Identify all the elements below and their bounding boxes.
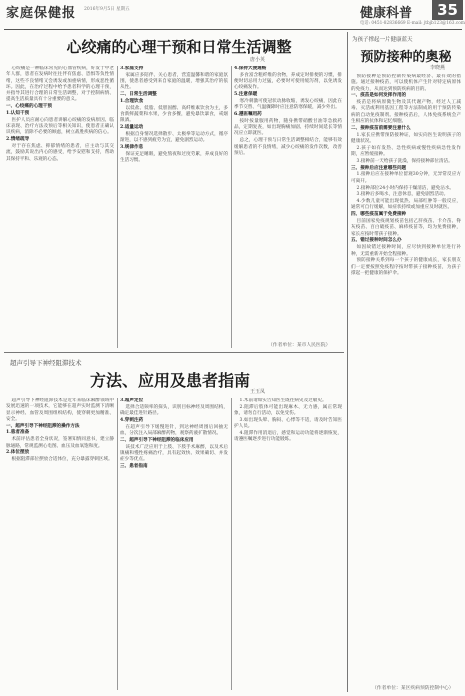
column-divider: [231, 66, 232, 348]
paragraph: 根据阻滞部位摆放合适体位，充分暴露穿刺区域。: [11, 457, 113, 463]
paragraph: 4.阻滞作用消退后，感觉和运动功能将逐渐恢复，请遵医嘱逐步进行功能锻炼。: [234, 430, 342, 443]
subheading: 二、接种疫苗前需要注意什么: [351, 125, 411, 131]
paragraph: 术前评估患者全身状况，签署知情同意书，建立静脉通路，常规监测心电图、血压及血氧饱和度。: [6, 437, 114, 449]
paragraph: 1.接种后应在接种单位留观30分钟，无异常反应方可离开。: [351, 172, 461, 184]
page-number: 35: [432, 0, 463, 20]
paper-name: 家庭保健报: [6, 6, 77, 21]
subheading: 三、接种后应注意哪些问题: [351, 165, 407, 171]
article1-signoff: （作者单位：某市人民医院）: [268, 343, 331, 348]
contact-info: 电话: 0451-82836669 E-mail: jtbjb123@163.com: [360, 21, 465, 26]
paragraph: 3.接种前一天给孩子洗澡，保持接种部位清洁。: [356, 158, 453, 164]
article2-byline: 王玉凤: [250, 389, 266, 395]
subheading: 三、患者指南: [120, 463, 148, 469]
subheading: 1.合理饮食: [120, 98, 144, 104]
article-divider: [4, 352, 344, 353]
paragraph: 对于存在焦虑、抑郁情绪的患者，应主动与其交流，鼓励其说出内心的感受，给予安慰和支持，帮助其保持平和、乐观的心态。: [6, 144, 114, 162]
paragraph: 多食富含粗纤维的食物，养成定时排便的习惯，排便时切忌用力过猛，必要时可使用缓泻剂，以免诱发心绞痛发作。: [234, 72, 342, 91]
paragraph: 1.术前请如实告知医生既往病史及过敏史。: [239, 398, 327, 403]
column-divider: [117, 398, 118, 690]
article2-column-2: [120, 398, 228, 690]
article2-kicker: 超声引导下神经阻滞技术: [10, 359, 82, 367]
article1-title: 心绞痛的心理干预和日常生活调整: [66, 38, 292, 56]
column-divider: [231, 398, 232, 690]
subheading: 1.认知干预: [6, 111, 30, 117]
subheading: 4.保持大便通畅: [234, 66, 267, 71]
subheading: 2.情绪疏导: [6, 137, 30, 143]
paragraph: 1.家长应携带预防接种证，如实向医生说明孩子的健康状况。: [351, 132, 461, 144]
article3-title: 预防接种的奥秘: [360, 50, 452, 65]
paragraph: 按时按量服用药物，随身携带硝酸甘油等急救药品，定期复查，如出现胸痛加剧、持续时间延长等情况应立即就医。: [234, 118, 342, 137]
paragraph: 2.阻滞后肢体可能出现麻木、无力感，属正常现象，请勿自行活动，以免受伤。: [234, 404, 342, 417]
article2-column-1: [6, 398, 114, 690]
article2-title: 方法、应用及患者指南: [89, 371, 250, 390]
article3-column: [351, 74, 461, 680]
paragraph: 在超声引导下缓慢进针，到达神经周围后回抽无血，分次注入局部麻醉药物，观察药液扩散情况。: [120, 424, 228, 436]
paragraph: 该技术广泛应用于上肢、下肢手术麻醉，以及术后镇痛和慢性疼痛治疗，具有起效快、效果确切、并发症少等优点。: [120, 444, 228, 463]
paragraph: 根据自身情况选择散步、太极拳等运动方式，循序渐进，以不感到疲劳为宜，避免剧烈运动。: [120, 131, 228, 144]
subheading: 3.超声定位: [120, 398, 144, 403]
column-divider: [117, 66, 118, 348]
paragraph: 超声引导下神经阻滞技术是近年来临床麻醉领域中发展迅速的一项技术，它能够在超声实时监测下清晰显示神经、血管及周围组织结构，使穿刺更加精准、安全。: [6, 398, 114, 422]
paragraph: 4.少数儿童可能出现低热、局部红肿等一般反应，通常可自行缓解，如症状持续或加重应及时就医。: [351, 199, 461, 211]
paragraph: 心绞痛是一种临床常见的心血管疾病，好发于中老年人群，患者在发病时往往伴有焦虑、恐惧等负性情绪，这些不良情绪又会诱发或加重病情，形成恶性循环。因此，在治疗过程中给予患者科学的心理干预，并指导其进行合理的日常生活调整，对于控制病情、提高生活质量具有十分重要的意义。: [6, 66, 114, 103]
paragraph: 家属应多陪伴、关心患者，营造温馨和谐的家庭氛围，使患者感受到来自家庭的温暖，增强其治疗的依从性。: [120, 72, 228, 91]
subheading: 2.体位摆放: [6, 450, 30, 456]
paragraph: 目前国家免疫规划疫苗包括乙肝疫苗、卡介苗、脊灰疫苗、百白破疫苗、麻疹疫苗等，均为免费接种，家长应按时带孩子接种。: [351, 219, 461, 237]
article3-kicker: 为孩子撑起一片健康蓝天: [352, 37, 413, 43]
subheading: 一、疫苗是如何发挥作用的: [351, 93, 407, 99]
subheading: 1.患者准备: [6, 430, 30, 436]
subheading: 一、心绞痛的心理干预: [6, 104, 52, 110]
paragraph: 2.接种部位24小时内保持干燥清洁，避免沾水。: [356, 185, 455, 191]
masthead-rule: [4, 29, 462, 30]
subheading: 五、错过接种时间怎么办: [351, 238, 402, 244]
paragraph: 预防接种关系到每一个孩子的健康成长，家长朋友们一定要按照免疫程序按时带孩子接种疫苗，为孩子撑起一把健康的保护伞。: [351, 258, 461, 276]
subheading: 5.注意保暖: [234, 92, 258, 98]
paragraph: 如因故错过接种时间，应尽快到接种单位进行补种，无需重新开始全程接种。: [351, 245, 461, 257]
subheading: 一、超声引导下神经阻滞的操作方法: [6, 423, 80, 429]
section-name: 健康科普: [360, 6, 413, 21]
subheading: 3.规律作息: [120, 145, 144, 151]
article3-signoff: （作者单位：某区疾病预防控制中心）: [372, 686, 454, 691]
subheading: 4.穿刺注药: [120, 417, 144, 423]
article1-byline: 唐小英: [250, 57, 266, 63]
masthead: [0, 0, 465, 30]
paragraph: 3.如出现头晕、胸闷、心悸等不适，请及时告知医护人员。: [234, 417, 342, 430]
article2-column-3: [234, 398, 342, 690]
article3-byline: 李晓燕: [430, 65, 446, 71]
paragraph: 保证充足睡眠，避免熬夜和过度劳累，养成良好的生活习惯。: [120, 151, 228, 164]
paragraph: 总之，心理干预与日常生活调整相结合，能够有效缓解患者的不良情绪，减少心绞痛的发作次数，改善预后。: [234, 138, 342, 156]
paragraph: 3.接种后多喝水，注意休息，避免剧烈活动。: [356, 192, 449, 198]
subheading: 四、哪些疫苗属于免费接种: [351, 212, 407, 218]
paragraph: 选择合适频率的探头，识别目标神经及周围结构，确定最佳进针路径。: [120, 404, 228, 417]
article1-column-1: [6, 66, 114, 346]
paragraph: 以低盐、低脂、低胆固醇、高纤维素饮食为主，多食新鲜蔬菜和水果，少食多餐，避免暴饮暴食，戒烟限酒。: [120, 105, 228, 124]
subheading: 二、超声引导下神经阻滞的临床应用: [120, 437, 194, 443]
subheading: 二、日常生活调整: [120, 92, 157, 98]
paragraph: 2.孩子如有发热、急性疾病或慢性疾病急性发作期，应暂缓接种。: [351, 145, 461, 158]
section-divider: [347, 32, 348, 692]
paragraph: 疫苗是将病原微生物及其代谢产物，经过人工减毒、灭活或利用基因工程等方法制成的用于预防传染病的自动免疫制剂。接种疫苗后，人体免疫系统会产生相应的抗体和记忆细胞。: [351, 100, 461, 125]
article1-column-2: [120, 66, 228, 346]
subheading: 3.家庭支持: [120, 66, 144, 71]
paragraph: 医护人员应耐心向患者讲解心绞痛的发病原因、临床表现、治疗方法及预后等相关知识，使患者正确认识疾病，消除不必要的顾虑，树立战胜疾病的信心。: [6, 117, 114, 136]
issue-date: 2016年9月5日 星期五: [84, 7, 130, 12]
paragraph: 预防接种是预防控制传染病最经济、最有效的措施。通过接种疫苗，可以使机体产生针对特定病原体的免疫力，从而达到预防疾病的目的。: [351, 74, 461, 92]
article1-column-3: [234, 66, 342, 338]
subheading: 6.遵医嘱用药: [234, 112, 262, 118]
paragraph: 寒冷刺激可使冠状动脉收缩，诱发心绞痛，因此在季节交替、气温骤降时应注意防寒保暖，减少外出。: [234, 98, 342, 111]
subheading: 2.适量运动: [120, 125, 144, 131]
